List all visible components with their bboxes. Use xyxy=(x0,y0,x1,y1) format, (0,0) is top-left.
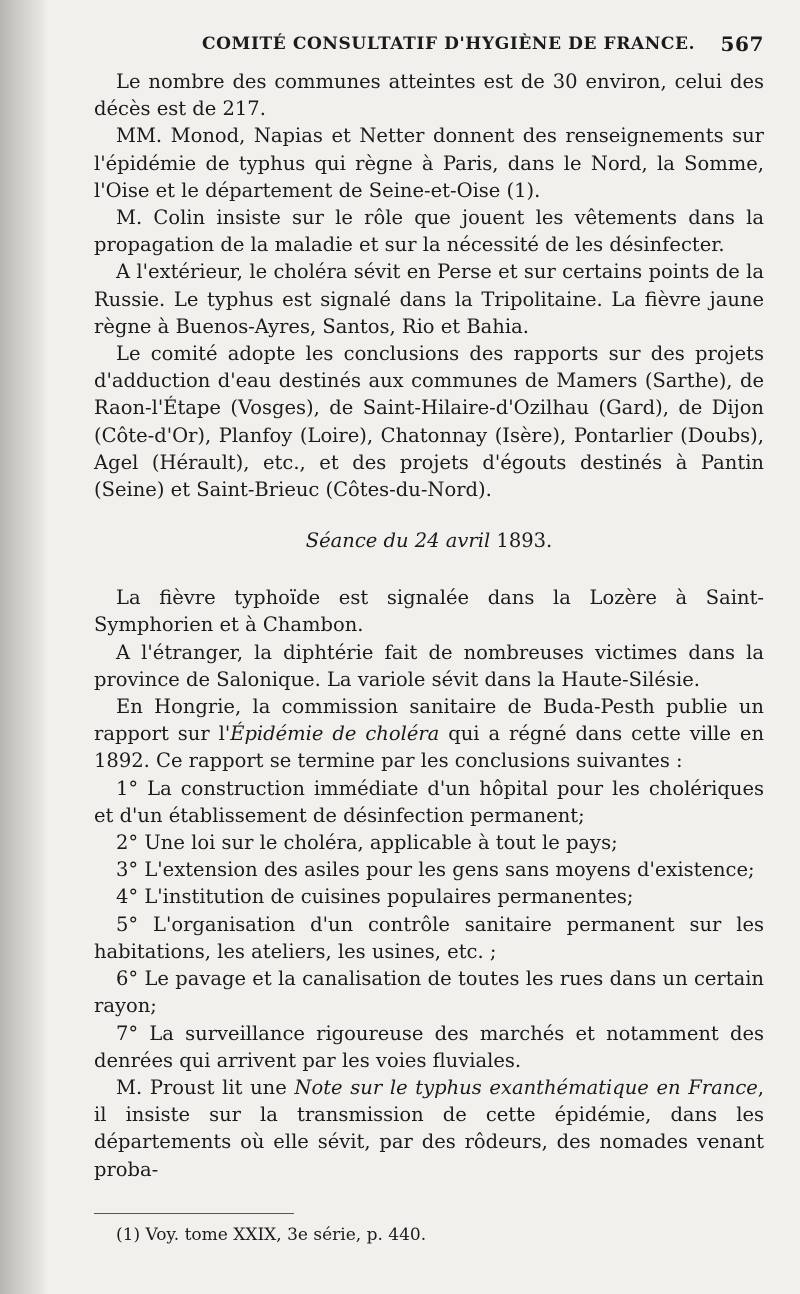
page-gutter-shadow xyxy=(0,0,48,1294)
conclusion-item: 3° L'extension des asiles pour les gens sans moyens d'existence; xyxy=(116,858,755,882)
paragraph: A l'étranger, la diphtérie fait de nombreuses victimes dans la province de Salonique. La variole sévit dans la Haute-Silésie. xyxy=(94,640,764,691)
conclusion-item: 6° Le pavage et la canalisation de toutes les rues dans un certain rayon; xyxy=(94,967,764,1018)
conclusion-item: 1° La construction immédiate d'un hôpital pour les cholériques et d'un établissement de désinfection permanent; xyxy=(94,776,764,827)
paragraph: Le comité adopte les conclusions des rapports sur des projets d'adduction d'eau destinés aux communes de Mamers (Sarthe), de Raon-l'Étape (Vosges), de Saint-Hilaire-d'Ozilhau (Gard), de Dijon (Côte-d'Or), Planfoy (Loire), Chatonnay (Isère), Pontarlier (Doubs), Agel (Hérault), etc., et des projets d'égouts destinés à Pantin (Seine) et Saint-Brieuc (Côtes-du-Nord). xyxy=(94,342,764,502)
section-heading-year: 1893. xyxy=(496,529,553,553)
conclusion-item: 7° La surveillance rigoureuse des marchés et notamment des denrées qui arrivent par les voies fluviales. xyxy=(94,1021,764,1072)
proust-text-after: , il insiste sur la transmission de cette épidémie, dans les départements où elle sévit, par des rôdeurs, des nomades venant proba- xyxy=(94,1075,764,1181)
page-number: 567 xyxy=(720,32,764,56)
paragraph: M. Colin insiste sur le rôle que jouent les vêtements dans la propagation de la maladie et sur la nécessité de les désinfecter. xyxy=(94,206,764,257)
conclusion-item: 4° L'institution de cuisines populaires permanentes; xyxy=(116,885,634,909)
proust-italic-title: Note sur le typhus exanthématique en France xyxy=(294,1075,758,1099)
hongrie-text-after: qui a régné dans cette ville en 1892. Ce rapport se termine par les conclusions suivantes : xyxy=(94,722,765,773)
book-page xyxy=(94,30,764,1246)
paragraph: La fièvre typhoïde est signalée dans la Lozère à Saint-Symphorien et à Chambon. xyxy=(94,586,764,637)
running-title: COMITÉ CONSULTATIF D'HYGIÈNE DE FRANCE. xyxy=(202,34,696,54)
running-header xyxy=(94,30,764,68)
paragraph-proust xyxy=(94,1074,764,1183)
paragraph: MM. Monod, Napias et Netter donnent des renseignements sur l'épidémie de typhus qui règne à Paris, dans le Nord, la Somme, l'Oise et le département de Seine-et-Oise (1). xyxy=(94,124,764,202)
conclusion-item: 5° L'organisation d'un contrôle sanitaire permanent sur les habitations, les ateliers, les usines, etc. ; xyxy=(94,912,764,963)
footnote-divider xyxy=(94,1213,294,1214)
footnote: (1) Voy. tome XXIX, 3e série, p. 440. xyxy=(116,1224,427,1245)
hongrie-italic-title: Épidémie de choléra xyxy=(230,722,440,746)
paragraph-hongrie xyxy=(94,693,764,775)
section-heading-text: Séance du 24 avril xyxy=(305,529,491,553)
paragraph: Le nombre des communes atteintes est de 30 environ, celui des décès est de 217. xyxy=(94,70,764,121)
conclusion-item: 2° Une loi sur le choléra, applicable à tout le pays; xyxy=(116,831,618,855)
paragraph: A l'extérieur, le choléra sévit en Perse et sur certains points de la Russie. Le typhus est signalé dans la Tripolitaine. La fièvre jaune règne à Buenos-Ayres, Santos, Rio et Bahia. xyxy=(94,260,764,338)
proust-text-before: M. Proust lit une xyxy=(116,1075,295,1099)
hongrie-text-before: En Hongrie, la commission sanitaire de Buda-Pesth publie un rapport sur l' xyxy=(94,695,764,746)
section-heading xyxy=(94,529,764,552)
